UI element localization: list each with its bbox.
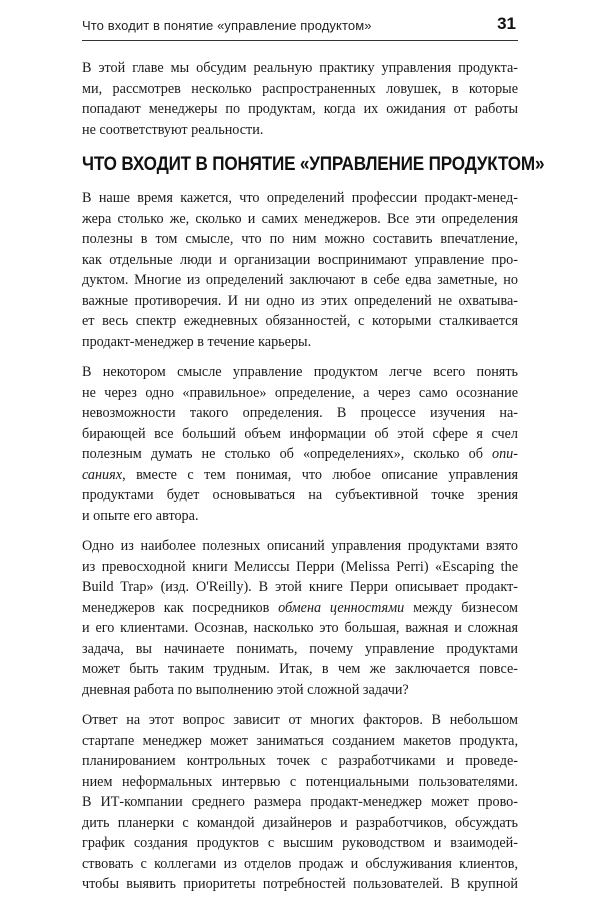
text-span: полезным думать не столько об «определениях», сколько об	[82, 446, 492, 462]
italic-term: обмена ценностями	[278, 599, 405, 616]
body-text	[82, 58, 545, 905]
italic-term: опи-	[491, 446, 518, 462]
text-line: ми, рассмотрев несколько распространенных ловушек, в которые	[82, 80, 518, 97]
text-line: нием неформальных интервью с потенциальными пользователями.	[82, 773, 518, 790]
text-line: В ИТ-компании среднего размера продакт-менеджер может прово-	[82, 794, 518, 810]
text-line: из превосходной книги Мелиссы Перри (Melissa Perri) «Escaping the	[82, 558, 518, 575]
paragraph-2	[82, 362, 518, 526]
text-line: дить планерки с командой дизайнеров и разработчиков, обсуждать	[82, 814, 518, 831]
text-line: продакт-менеджер в течение карьеры.	[82, 333, 312, 350]
text-line: задача, вы начинаете понимать, почему управление продуктами	[82, 640, 518, 657]
text-line: и его клиентами. Осознав, насколько это большая, важная и сложная	[82, 620, 518, 636]
text-line: не соответствуют реальности.	[82, 121, 264, 138]
text-line: невозможности такого определения. В процессе изучения на-	[82, 405, 518, 421]
text-line: важные противоречия. И ни одно из этих определений не охватыва-	[82, 292, 518, 309]
text-line: Одно из наиболее полезных описаний управления продуктами взято	[82, 538, 518, 554]
paragraph-4	[82, 710, 518, 895]
text-line: чтобы выявить приоритеты потребностей пользователей. В крупной	[82, 876, 518, 892]
text-line: жера столько же, сколько и самих менеджеров. Все эти определения	[82, 210, 518, 227]
text-line: может быть таким трудным. Итак, в чем же заключается повсе-	[82, 661, 518, 677]
section-heading: ЧТО ВХОДИТ В ПОНЯТИЕ «УПРАВЛЕНИЕ ПРОДУКТОМ»	[82, 154, 545, 175]
page-number: 31	[497, 14, 516, 33]
text-line: попадают менеджеры по продуктам, когда их ожидания от работы	[82, 101, 518, 117]
text-line	[82, 444, 518, 465]
text-line: В этой главе мы обсудим реальную практику управления продукта-	[82, 60, 518, 76]
text-line: не через одно «правильное» определение, а через само осознание	[82, 384, 518, 401]
text-line: продуктами будет основываться на субъективной точке зрения	[82, 487, 518, 503]
text-line: Build Trap» (изд. O'Reilly). В этой книге Перри описывает продакт-	[82, 579, 518, 595]
text-line: ет весь спектр ежедневных обязанностей, с которыми сталкивается	[82, 313, 518, 329]
text-line: стартапе менеджер может заниматься созданием макетов продукта,	[82, 732, 518, 749]
text-line	[82, 465, 518, 486]
text-line	[82, 598, 518, 619]
text-span: между бизнесом	[404, 599, 518, 616]
running-header	[82, 14, 518, 41]
italic-term: саниях	[82, 466, 123, 483]
running-title: Что входит в понятие «управление продуктом»	[82, 18, 372, 33]
text-span: , вместе с тем понимая, что любое описание управления	[122, 466, 518, 483]
text-line: бирающей все больший объем информации об этой сфере я счел	[82, 425, 518, 442]
intro-paragraph	[82, 58, 518, 140]
paragraph-1	[82, 188, 518, 352]
text-line: планированием контрольных точек с разработчиками и проведе-	[82, 753, 518, 769]
text-line: В наше время кажется, что определений профессии продакт-менед-	[82, 190, 518, 206]
text-line: и опыте его автора.	[82, 507, 199, 524]
text-line: ствовать с коллегами из отделов продаж и обслуживания клиентов,	[82, 855, 518, 872]
paragraph-3	[82, 536, 518, 700]
text-line: как отдельные люди и организации воспринимают управление про-	[82, 251, 518, 268]
text-line: В некотором смысле управление продуктом легче всего понять	[82, 364, 518, 380]
text-line: дуктом. Многие из определений заключают в себе едва заметные, но	[82, 272, 518, 288]
text-line: график создания продуктов с высшим руководством и взаимодей-	[82, 835, 518, 851]
text-line: Ответ на этот вопрос зависит от многих факторов. В небольшом	[82, 712, 518, 728]
text-line: полезны в том смысле, что по ним можно составить впечатление,	[82, 231, 518, 247]
text-span: менеджеров как посредников	[82, 599, 279, 616]
text-line: дневная работа по выполнению этой сложной задачи?	[82, 681, 409, 698]
